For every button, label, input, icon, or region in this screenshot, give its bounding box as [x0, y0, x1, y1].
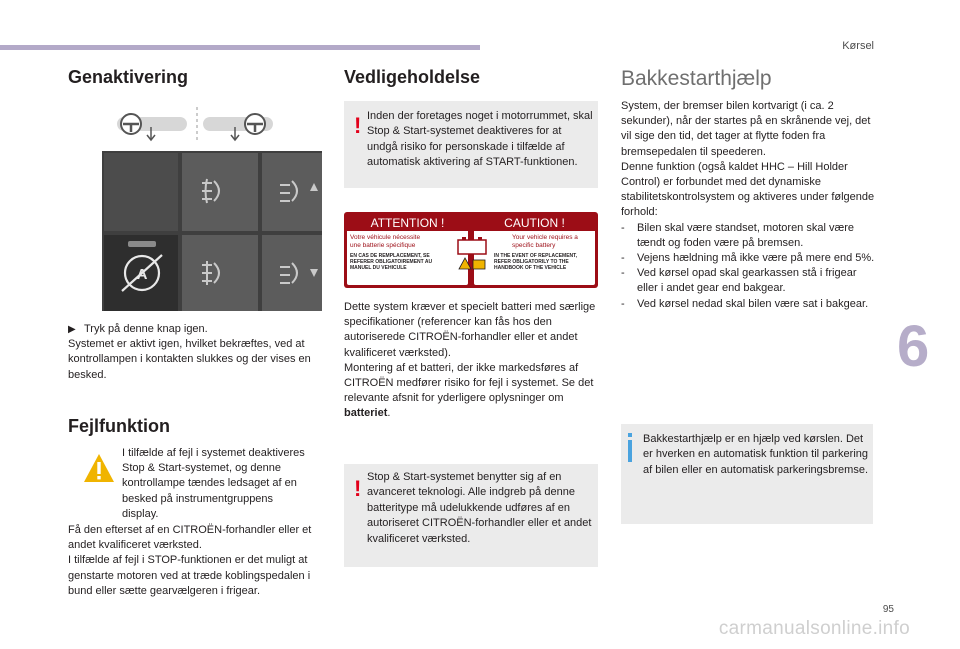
- condition-item: - Ved kørsel opad skal gearkassen stå i frigear eller i andet gear end bakgear.: [621, 266, 879, 296]
- info-box-hill-start: [621, 424, 873, 524]
- heading-restart: Genaktivering: [68, 67, 189, 87]
- exclamation-icon: !: [354, 113, 362, 138]
- warning-box-engine: [344, 101, 598, 188]
- label-en-caps: IN THE EVENT OF REPLACEMENT, REFER OBLIGATORILY TO THE HANDBOOK OF THE VEHICLE: [494, 253, 578, 271]
- condition-item: - Ved kørsel nedad skal bilen være sat i bakgear.: [621, 297, 879, 312]
- exclamation-icon: !: [354, 476, 362, 501]
- battery-icon: [456, 236, 488, 272]
- hill-start-description: [621, 99, 879, 312]
- restart-step: ▶ Tryk på denne knap igen.: [68, 322, 330, 337]
- label-attention: ATTENTION !: [347, 215, 468, 231]
- section-title: Kørsel: [842, 40, 874, 52]
- heading-maintenance: Vedligeholdelse: [344, 67, 481, 87]
- hill-start-intro: System, der bremser bilen kortvarigt (i ca. 2 sekunder), når der startes på en skrånende vej, det vil sige den tid, det tager at flytte foden fra bremsepedalen til speederen.: [621, 100, 871, 158]
- fault-text-2: I tilfælde af fejl i STOP-funktionen er det muligt at genstarte motoren ved at træde koblingspedalen i bund eller sætte gearvælgeren i frigear.: [68, 554, 311, 597]
- label-en-line: Your vehicle requires a specific battery: [512, 234, 578, 249]
- condition-item: - Bilen skal være standset, motoren skal være tændt og foden være på bremsen.: [621, 221, 879, 251]
- page-number: 95: [882, 604, 894, 615]
- header-accent-bar: [0, 45, 480, 50]
- restart-text: Systemet er aktivt igen, hvilket bekræftes, ved at kontrollampen i kontakten slukkes og der vises en besked.: [68, 338, 311, 381]
- battery-text-1: Dette system kræver et specielt batteri med særlige specifikationer (referencer kan fås hos den autoriserede CITROËN-forhandler eller et andet kvalificeret værksted).: [344, 301, 596, 359]
- fault-instructions: [68, 523, 330, 599]
- step-arrow-icon: ▶: [68, 324, 76, 335]
- battery-info: [344, 300, 598, 422]
- watermark: carmanualsonline.info: [718, 618, 910, 639]
- label-fr-line: Votre véhicule nécessite une batterie spécifique: [350, 234, 421, 249]
- info-text-hill-start: Bakkestarthjælp er en hjælp ved kørslen. Det er hverken en automatisk funktion til parkering af bilen eller en automatisk parkeringsbremse.: [643, 433, 869, 476]
- restart-instructions: [68, 322, 330, 383]
- battery-text-2: Montering af et batteri, der ikke markedsføres af CITROËN medfører risiko for fejl i systemet. Se det relevante afsnit for yderligere oplysninger om batteriet.: [344, 361, 594, 420]
- warning-box-technology: [344, 464, 598, 567]
- label-caution: CAUTION !: [474, 215, 595, 231]
- battery-label-image: [344, 212, 598, 288]
- steering-wheel-pictograms: [115, 105, 285, 145]
- heading-fault: Fejlfunktion: [68, 416, 170, 436]
- condition-item: - Vejens hældning må ikke være på mere end 5%.: [621, 251, 879, 266]
- warning-triangle-icon: [82, 452, 116, 484]
- chapter-number: 6: [897, 314, 930, 379]
- info-icon: [626, 433, 634, 463]
- heading-hill-start: Bakkestarthjælp: [621, 67, 772, 90]
- warning-text-engine: Inden der foretages noget i motorrummet, skal Stop & Start-systemet deaktiveres for at undgå risiko for personskade i tilfælde af automatisk aktivering af START-funktionen.: [367, 110, 593, 169]
- fault-text-1: Få den efterset af en CITROËN-forhandler eller et andet kvalificeret værksted.: [68, 524, 312, 552]
- warning-text-technology: Stop & Start-systemet benytter sig af en avanceret teknologi. Alle indgreb på denne batteritype må udelukkende udføres af en autoriseret CITROËN-forhandler eller et andet kvalificeret værksted.: [367, 471, 592, 545]
- battery-link[interactable]: batteriet: [344, 407, 388, 420]
- hill-start-conditions: [621, 221, 879, 312]
- fault-warning-text: I tilfælde af fejl i systemet deaktiveres Stop & Start-systemet, og denne kontrollampe tændes ledsaget af en besked på instrumentgruppens display.: [122, 447, 305, 520]
- switch-panel-illustration: [102, 151, 322, 311]
- svg-text:A: A: [136, 266, 148, 283]
- hill-start-intro-2: Denne funktion (også kaldet HHC – Hill Holder Control) er forbundet med det dynamiske stabilitetskontrolsystem og aktiveres under følgende forhold:: [621, 160, 875, 219]
- label-fr-caps: EN CAS DE REMPLACEMENT, SE REFERER OBLIGATOIREMENT AU MANUEL DU VEHICULE: [350, 253, 433, 271]
